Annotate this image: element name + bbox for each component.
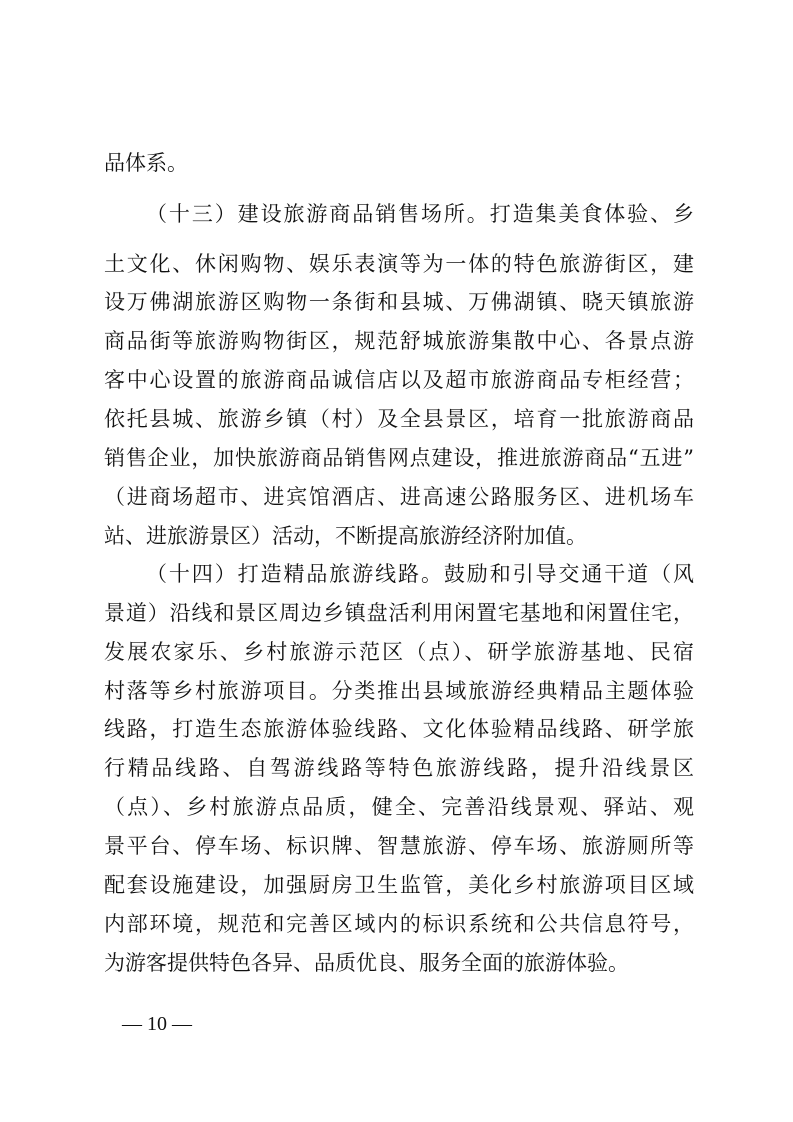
- text-line-8: 销售企业，加快旅游商品销售网点建设，推进旅游商品“五进”: [104, 446, 694, 470]
- text-line-2: （十三）建设旅游商品销售场所。打造集美食体验、乡: [146, 202, 694, 226]
- page-number: — 10 —: [122, 1013, 192, 1035]
- text-line-6: 客中心设置的旅游商品诚信店以及超市旅游商品专柜经营；: [104, 368, 694, 392]
- text-line-10: 站、进旅游景区）活动，不断提高旅游经济附加值。: [104, 524, 587, 548]
- text-line-1: 品体系。: [104, 151, 188, 175]
- text-line-14: 村落等乡村旅游项目。分类推出县域旅游经典精品主题体验: [104, 679, 694, 703]
- text-line-13: 发展农家乐、乡村旅游示范区（点）、研学旅游基地、民宿: [104, 640, 694, 664]
- text-line-11: （十四）打造精品旅游线路。鼓励和引导交通干道（风: [146, 562, 694, 586]
- text-line-4: 设万佛湖旅游区购物一条街和县城、万佛湖镇、晓天镇旅游: [104, 290, 694, 314]
- text-line-15: 线路，打造生态旅游体验线路、文化体验精品线路、研学旅: [104, 717, 694, 741]
- text-line-21: 为游客提供特色各异、品质优良、服务全面的旅游体验。: [104, 951, 629, 975]
- text-line-18: 景平台、停车场、标识牌、智慧旅游、停车场、旅游厕所等: [104, 834, 694, 858]
- text-line-9: （进商场超市、进宾馆酒店、进高速公路服务区、进机场车: [104, 485, 694, 509]
- text-line-16: 行精品线路、自驾游线路等特色旅游线路，提升沿线景区: [104, 756, 694, 780]
- text-line-12: 景道）沿线和景区周边乡镇盘活利用闲置宅基地和闲置住宅，: [104, 601, 694, 625]
- text-line-17: （点）、乡村旅游点品质，健全、完善沿线景观、驿站、观: [104, 795, 694, 819]
- text-line-19: 配套设施建设，加强厨房卫生监管，美化乡村旅游项目区域: [104, 873, 694, 897]
- text-line-20: 内部环境，规范和完善区域内的标识系统和公共信息符号，: [104, 912, 694, 936]
- text-line-3: 土文化、休闲购物、娱乐表演等为一体的特色旅游街区，建: [104, 252, 694, 276]
- text-line-5: 商品街等旅游购物街区，规范舒城旅游集散中心、各景点游: [104, 329, 694, 353]
- text-line-7: 依托县城、旅游乡镇（村）及全县景区，培育一批旅游商品: [104, 407, 694, 431]
